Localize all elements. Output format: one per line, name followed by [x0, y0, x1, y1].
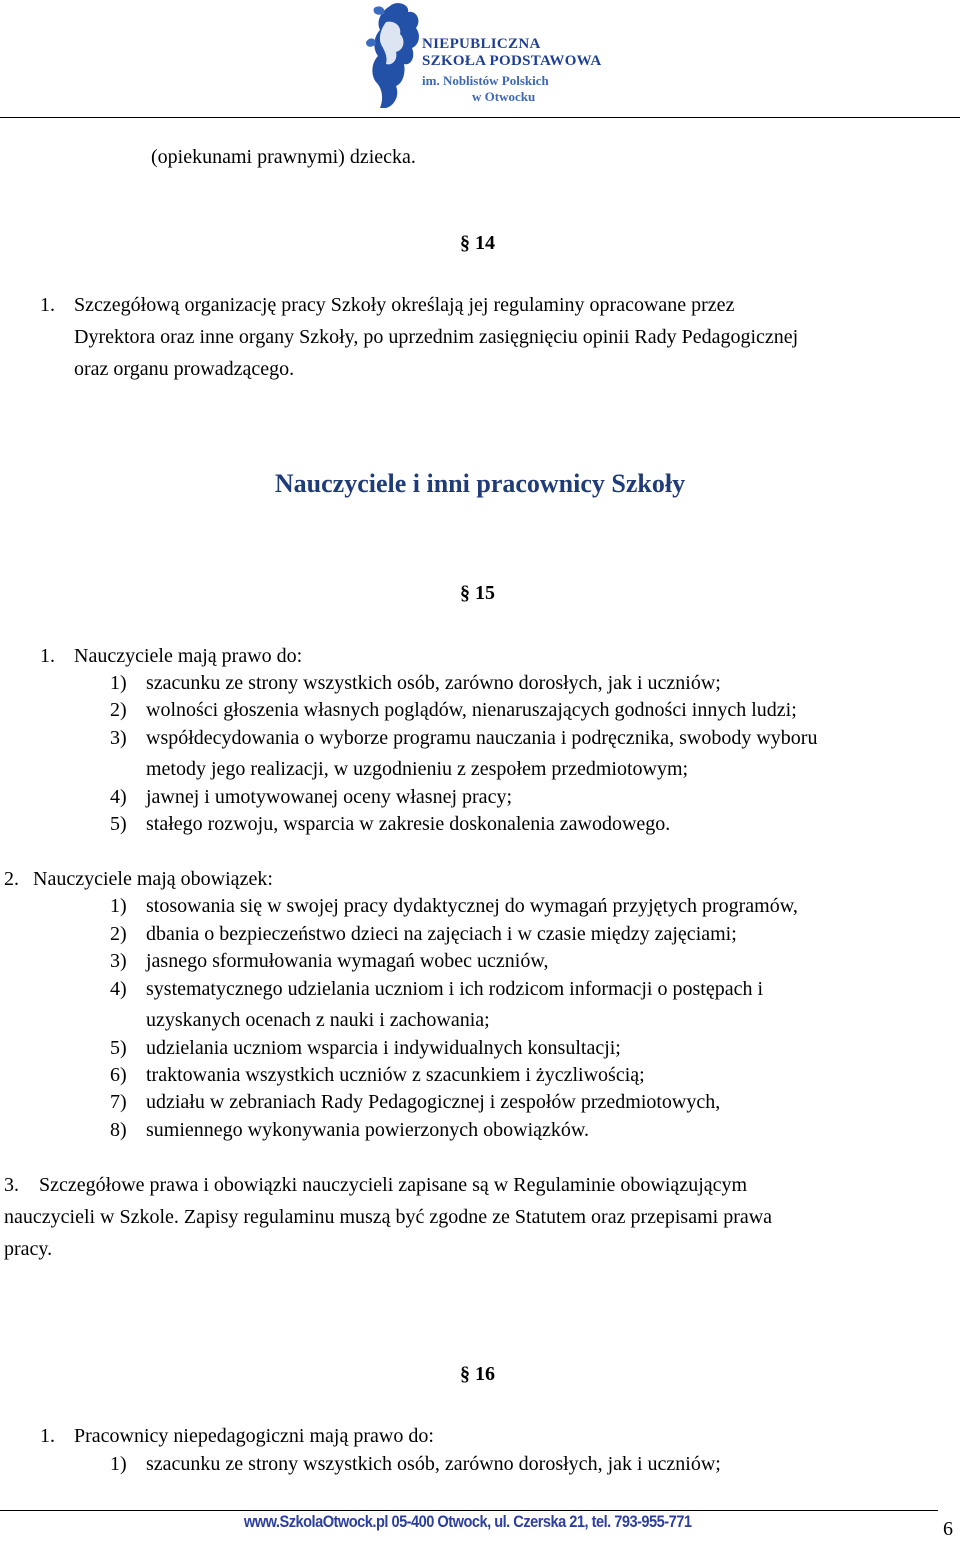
- s14-p1-number: 1.: [40, 294, 55, 316]
- list-item-number: 1): [110, 895, 127, 917]
- section-16-symbol: § 16: [460, 1363, 495, 1385]
- s14-p1-line: oraz organu prowadzącego.: [74, 358, 295, 380]
- school-logo: [360, 2, 610, 110]
- s14-p1-line: Dyrektora oraz inne organy Szkoły, po uprzednim zasięgnięciu opinii Rady Pedagogicznej: [74, 326, 799, 348]
- footer-divider: [0, 1510, 938, 1511]
- list-item-number: 1): [110, 1453, 127, 1475]
- list-item-number: 3): [110, 727, 127, 749]
- s15-p3-line: Szczegółowe prawa i obowiązki nauczycieli zapisane są w Regulaminie obowiązującym: [39, 1174, 748, 1196]
- continuation-text: (opiekunami prawnymi) dziecka.: [151, 146, 416, 168]
- portrait-logo-icon: [360, 2, 430, 110]
- list-item-number: 6): [110, 1064, 127, 1086]
- s15-p3-line: pracy.: [4, 1238, 53, 1260]
- school-name-line4: w Otwocku: [472, 89, 536, 104]
- list-item-text: metody jego realizacji, w uzgodnieniu z zespołem przedmiotowym;: [146, 758, 689, 780]
- s15-p1-number: 1.: [40, 645, 55, 667]
- list-item-text: dbania o bezpieczeństwo dzieci na zajęciach i w czasie między zajęciami;: [146, 923, 737, 945]
- page-header: [0, 0, 960, 118]
- list-item-number: 5): [110, 813, 127, 835]
- section-15-symbol: § 15: [460, 582, 495, 604]
- s15-p3-line: nauczycieli w Szkole. Zapisy regulaminu muszą być zgodne ze Statutem oraz przepisami prawa: [4, 1206, 773, 1228]
- list-item-number: 3): [110, 950, 127, 972]
- section-14-symbol: § 14: [460, 232, 495, 254]
- list-item-text: szacunku ze strony wszystkich osób, zarówno dorosłych, jak i uczniów;: [146, 672, 721, 694]
- list-item-number: 4): [110, 978, 127, 1000]
- list-item-text: sumiennego wykonywania powierzonych obowiązków.: [146, 1119, 590, 1141]
- list-item-number: 4): [110, 786, 127, 808]
- footer-contact: www.SzkolaOtwock.pl 05-400 Otwock, ul. Czerska 21, tel. 793-955-771: [243, 1512, 692, 1531]
- list-item-text: systematycznego udzielania uczniom i ich rodzicom informacji o postępach i: [146, 978, 764, 1000]
- s15-p2-intro: Nauczyciele mają obowiązek:: [33, 868, 273, 890]
- list-item-text: wolności głoszenia własnych poglądów, nienaruszających godności innych ludzi;: [146, 699, 797, 721]
- list-item-text: stałego rozwoju, wsparcia w zakresie doskonalenia zawodowego.: [146, 813, 671, 835]
- s16-p1-number: 1.: [40, 1425, 55, 1447]
- list-item-text: współdecydowania o wyborze programu nauczania i podręcznika, swobody wyboru: [146, 727, 818, 749]
- list-item-text: udziału w zebraniach Rady Pedagogicznej i zespołów przedmiotowych,: [146, 1091, 721, 1113]
- list-item-text: uzyskanych ocenach z nauki i zachowania;: [146, 1009, 490, 1031]
- list-item-text: jasnego sformułowania wymagań wobec uczniów,: [146, 950, 549, 972]
- s16-p1-intro: Pracownicy niepedagogiczni mają prawo do:: [74, 1425, 434, 1447]
- list-item-text: stosowania się w swojej pracy dydaktycznej do wymagań przyjętych programów,: [146, 895, 798, 917]
- school-name-line3: im. Noblistów Polskich: [422, 73, 549, 88]
- page-number: 6: [943, 1518, 953, 1540]
- s14-p1-line: Szczegółową organizację pracy Szkoły określają jej regulaminy opracowane przez: [74, 294, 735, 316]
- school-name-line1: NIEPUBLICZNA: [422, 36, 541, 52]
- list-item-text: udzielania uczniom wsparcia i indywidualnych konsultacji;: [146, 1037, 621, 1059]
- header-divider: [0, 117, 960, 118]
- list-item-text: szacunku ze strony wszystkich osób, zarówno dorosłych, jak i uczniów;: [146, 1453, 721, 1475]
- s15-p2-number: 2.: [4, 868, 19, 890]
- list-item-number: 5): [110, 1037, 127, 1059]
- list-item-text: traktowania wszystkich uczniów z szacunkiem i życzliwością;: [146, 1064, 645, 1086]
- school-name-line2: SZKOŁA PODSTAWOWA: [422, 53, 602, 69]
- list-item-number: 1): [110, 672, 127, 694]
- list-item-number: 2): [110, 699, 127, 721]
- list-item-text: jawnej i umotywowanej oceny własnej pracy;: [146, 786, 512, 808]
- s15-p1-intro: Nauczyciele mają prawo do:: [74, 645, 303, 667]
- list-item-number: 7): [110, 1091, 127, 1113]
- list-item-number: 8): [110, 1119, 127, 1141]
- s15-p3-number: 3.: [4, 1174, 19, 1196]
- chapter-heading: Nauczyciele i inni pracownicy Szkoły: [274, 469, 686, 498]
- list-item-number: 2): [110, 923, 127, 945]
